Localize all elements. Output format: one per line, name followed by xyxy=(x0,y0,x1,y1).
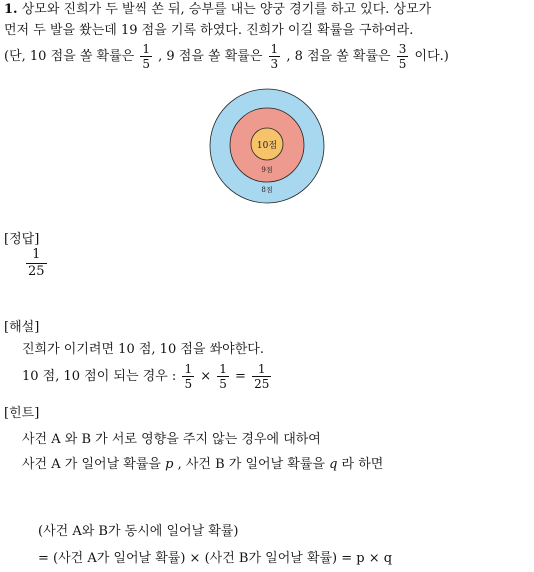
explanation-fraction-2: $\frac{1}{5}$ xyxy=(219,362,227,391)
explanation-fraction-result: $\frac{1}{25}$ xyxy=(254,362,270,391)
hint-formula-1: (사건 A와 B가 동시에 일어날 확률) xyxy=(38,524,239,539)
hint-line-2: 사건 A 가 일어날 확률을 p , 사건 B 가 일어날 확률을 q 라 하면 xyxy=(22,457,384,472)
hint-line-1: 사건 A 와 B 가 서로 영향을 주지 않는 경우에 대하여 xyxy=(22,432,321,447)
answer-title: [정답] xyxy=(4,232,40,247)
hint-formula-2: = (사건 A가 일어날 확률) × (사건 B가 일어날 확률) = p × q xyxy=(38,551,393,566)
explanation-fraction-1: $\frac{1}{5}$ xyxy=(184,362,193,391)
question-line-1 xyxy=(4,0,431,20)
prob-9-fraction: $\frac{1}{3}$ xyxy=(270,42,279,71)
condition-text-c: , 8 점을 쏠 확률은 xyxy=(286,49,391,64)
prob-p: p xyxy=(165,457,174,472)
explanation-title: [해설] xyxy=(4,320,40,335)
explanation-prefix: 10 점, 10 점이 되는 경우 : xyxy=(22,369,177,384)
prob-8-fraction: $\frac{3}{5}$ xyxy=(398,42,407,71)
target-label-9: 9점 xyxy=(261,166,273,174)
prob-q: q xyxy=(329,457,338,472)
condition-text-b: , 9 점을 쏠 확률은 xyxy=(158,49,263,64)
question-condition xyxy=(4,40,449,74)
condition-text-d: 이다.) xyxy=(414,49,449,64)
question-line-2: 먼저 두 발을 쐈는데 19 점을 기록 하였다. 진희가 이길 확률을 구하여라. xyxy=(4,23,414,38)
prob-10-fraction: $\frac{1}{5}$ xyxy=(142,42,150,71)
times-sign: × xyxy=(200,369,212,384)
question-number: 1. xyxy=(4,2,18,17)
target-label-10: 10점 xyxy=(256,141,278,151)
condition-text-a: (단, 10 점을 쏠 확률은 xyxy=(4,49,135,64)
archery-target-figure xyxy=(208,88,326,204)
question-text-1: 상모와 진희가 두 발씩 쏜 뒤, 승부를 내는 양궁 경기를 하고 있다. 상모가 xyxy=(21,2,432,17)
answer-fraction: $\frac{1}{25}$ xyxy=(28,247,45,279)
target-label-8: 8점 xyxy=(261,186,273,194)
equals-sign: = xyxy=(235,369,246,384)
explanation-line-1: 진희가 이기려면 10 점, 10 점을 쏴야한다. xyxy=(22,342,264,357)
answer-value xyxy=(24,247,49,280)
hint-title: [힌트] xyxy=(4,406,40,421)
explanation-line-2 xyxy=(22,360,273,394)
